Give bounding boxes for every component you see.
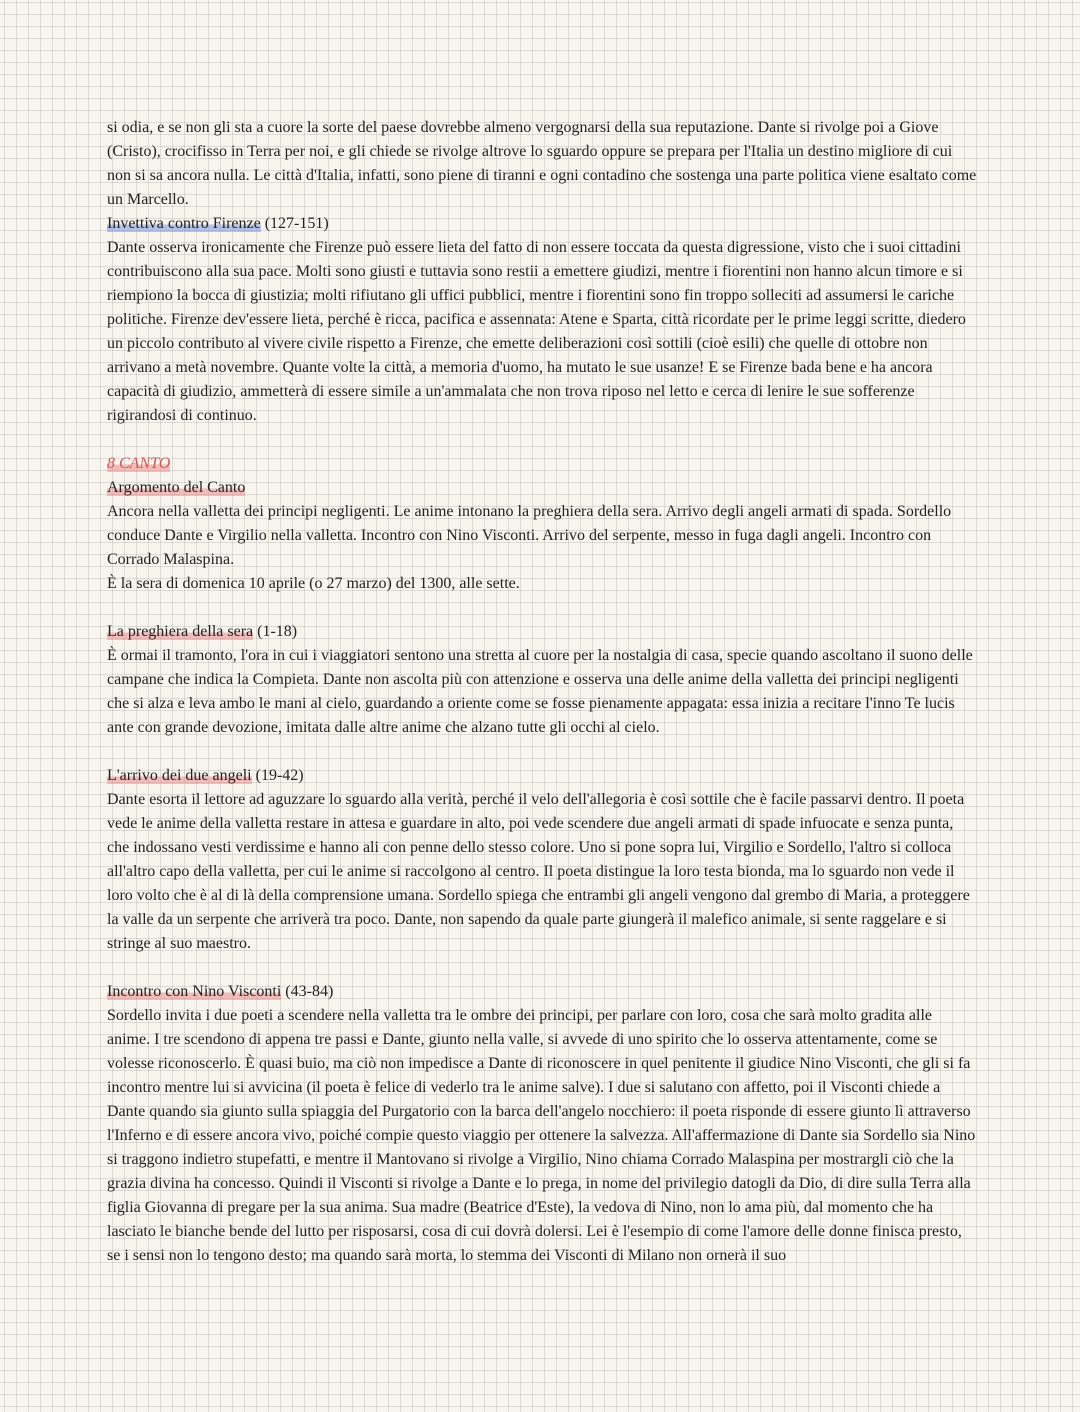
section-heading-line <box>107 620 977 644</box>
section-heading-angeli: L'arrivo dei due angeli <box>107 767 252 784</box>
document-body <box>107 116 977 1268</box>
spacer <box>107 956 977 980</box>
section-paragraph-angeli: Dante esorta il lettore ad aguzzare lo sguardo alla verità, perché il velo dell'allegoria è così sottile che è facile passarvi dentro. Il poeta vede le anime della valletta restare in attesa e guardare in alto, poi vede scendere due angeli armati di spade infuocate e senza punta, che indossano vesti verdissime e hanno ali con penne dello stesso colore. Uno si pone sopra lui, Virgilio e Sordello, l'altro si colloca all'altro capo della valletta, per cui le anime si raccolgono al centro. Il poeta distingue la loro testa bionda, ma lo sguardo non vede il loro volto che è al di là della comprensione umana. Sordello spiega che entrambi gli angeli vengono dal grembo di Maria, a proteggere la valle da un serpente che arriverà tra poco. Dante, non sapendo da quale parte giungerà il malefico animale, si sente raggelare e si stringe al suo maestro. <box>107 791 970 952</box>
intro-paragraph: si odia, e se non gli sta a cuore la sorte del paese dovrebbe almeno vergognarsi della sua reputazione. Dante si rivolge poi a Giove (Cristo), crocifisso in Terra per noi, e gli chiede se rivolge altrove lo sguardo oppure se prepara per l'Italia un destino migliore di cui non si sa ancora nulla. Le città d'Italia, infatti, sono piene di tiranni e ogni contadino che sostenga una parte politica viene esaltato come un Marcello. <box>107 119 977 208</box>
invettiva-verses: (127-151) <box>260 215 329 232</box>
argomento-paragraph: Ancora nella valletta dei principi negligenti. Le anime intonano la preghiera della sera. Arrivo degli angeli armati di spada. Sordello conduce Dante e Virgilio nella valletta. Incontro con Nino Visconti. Arrivo del serpente, messo in fuga dagli angeli. Incontro con Corrado Malaspina. <box>107 503 952 568</box>
spacer <box>107 740 977 764</box>
section-verses: (1-18) <box>253 623 298 640</box>
section-heading-line <box>107 980 977 1004</box>
date-line: È la sera di domenica 10 aprile (o 27 marzo) del 1300, alle sette. <box>107 575 520 592</box>
invettiva-heading-line <box>107 212 977 236</box>
spacer <box>107 596 977 620</box>
canto-title-line <box>107 452 977 476</box>
invettiva-heading: Invettiva contro Firenze <box>107 215 261 232</box>
section-heading-nino-visconti: Incontro con Nino Visconti <box>107 983 282 1000</box>
argomento-heading: Argomento del Canto <box>107 479 246 496</box>
section-verses: (43-84) <box>281 983 334 1000</box>
section-paragraph-preghiera: È ormai il tramonto, l'ora in cui i viaggiatori sentono una stretta al cuore per la nostalgia di casa, specie quando ascoltano il suono delle campane che indica la Compieta. Dante non ascolta più con attenzione e osserva una delle anime della valletta dei principi negligenti che si alza e leva ambo le mani al cielo, guardando a oriente come se fosse pienamente appagata: essa inizia a recitare l'inno Te lucis ante con grande devozione, imitata dalle altre anime che alzano tutte gli occhi al cielo. <box>107 647 973 736</box>
section-verses: (19-42) <box>251 767 304 784</box>
canto-title: 8 CANTO <box>107 455 171 472</box>
spacer <box>107 428 977 452</box>
argomento-heading-line <box>107 476 977 500</box>
invettiva-paragraph: Dante osserva ironicamente che Firenze può essere lieta del fatto di non essere toccata da questa digressione, visto che i suoi cittadini contribuiscono alla sua pace. Molti sono giusti e tuttavia sono restii a emettere giudizi, mentre i fiorentini non hanno alcun timore e si riempiono la bocca di giustizia; molti rifiutano gli uffici pubblici, mentre i fiorentini sono fin troppo solleciti ad assumersi le cariche politiche. Firenze dev'essere lieta, perché è ricca, pacifica e assennata: Atene e Sparta, città ricordate per le prime leggi scritte, diedero un piccolo contributo al vivere civile rispetto a Firenze, che emette deliberazioni così sottili (cioè esili) che quelle di ottobre non arrivano a metà novembre. Quante volte la città, a memoria d'uomo, ha mutato le sue usanze! E se Firenze bada bene e ha ancora capacità di giudizio, ammetterà di essere simile a un'ammalata che non trova riposo nel letto e cerca di lenire le sue sofferenze rigirandosi di continuo. <box>107 239 966 424</box>
section-paragraph-nino-visconti: Sordello invita i due poeti a scendere nella valletta tra le ombre dei principi, per parlare con loro, cosa che sarà molto gradita alle anime. I tre scendono di appena tre passi e Dante, giunto nella valle, si avvede di uno spirito che lo osserva attentamente, come se volesse riconoscerlo. È quasi buio, ma ciò non impedisce a Dante di riconoscere in quel penitente il giudice Nino Visconti, che gli si fa incontro mentre lui si avvicina (il poeta è felice di vederlo tra le anime salve). I due si salutano con affetto, poi il Visconti chiede a Dante quando sia giunto sulla spiaggia del Purgatorio con la barca dell'angelo nocchiero: il poeta risponde di essere giunto lì attraverso l'Inferno e di essere ancora vivo, poiché compie questo viaggio per ottenere la salvezza. All'affermazione di Dante sia Sordello sia Nino si traggono indietro stupefatti, e mentre il Mantovano si rivolge a Virgilio, Nino chiama Corrado Malaspina per mostrargli ciò che la grazia divina ha concesso. Quindi il Visconti si rivolge a Dante e lo prega, in nome del privilegio datogli da Dio, di dire sulla Terra alla figlia Giovanna di pregare per la sua anima. Sua madre (Beatrice d'Este), la vedova di Nino, non lo ama più, dal momento che ha lasciato le bianche bende del lutto per risposarsi, cosa di cui dovrà dolersi. Lei è l'esempio di come l'amore delle donne finisca presto, se i sensi non lo tengono desto; ma quando sarà morta, lo stemma dei Visconti di Milano non ornerà il suo <box>107 1007 976 1264</box>
section-heading-preghiera: La preghiera della sera <box>107 623 254 640</box>
section-heading-line <box>107 764 977 788</box>
